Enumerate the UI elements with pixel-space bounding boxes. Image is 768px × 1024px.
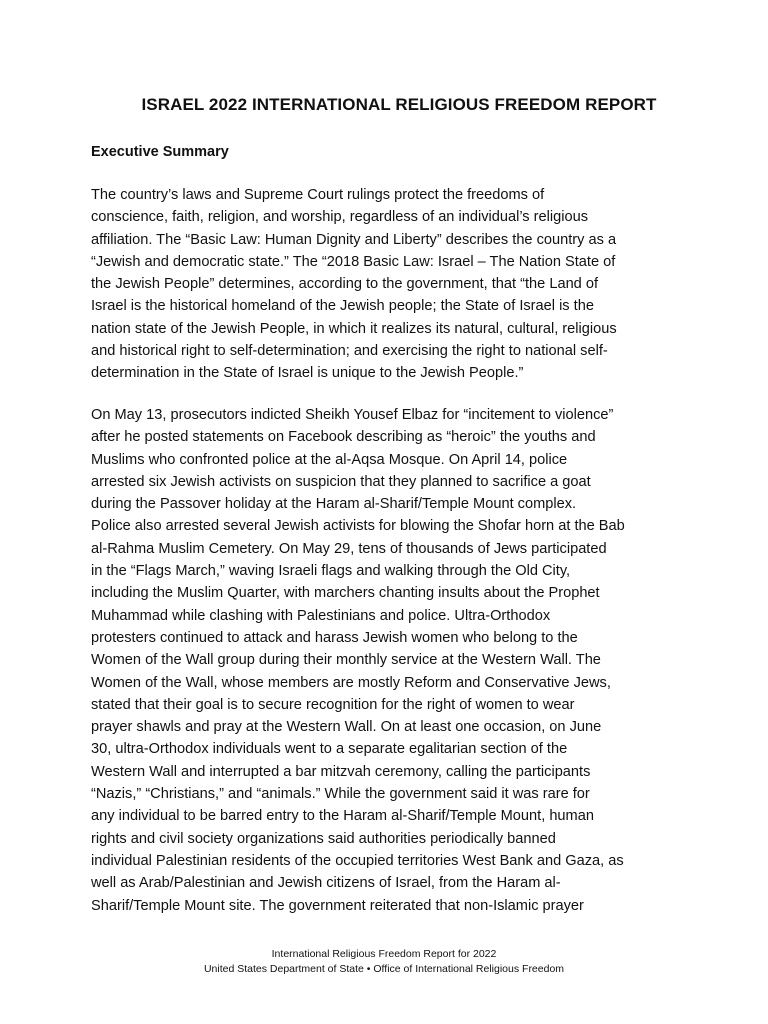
paragraph <box>91 184 677 385</box>
paragraph-line: prayer shawls and pray at the Western Wall. On at least one occasion, on June <box>91 719 602 736</box>
paragraph-line: The country’s laws and Supreme Court rulings protect the freedoms of <box>91 187 545 203</box>
page-footer <box>0 947 768 977</box>
paragraph-line: On May 13, prosecutors indicted Sheikh Yousef Elbaz for “incitement to violence” <box>91 407 614 423</box>
paragraph-line: Muhammad while clashing with Palestinians and police. Ultra-Orthodox <box>91 607 551 624</box>
paragraph-line: the Jewish People” determines, according to the government, that “the Land of <box>91 276 599 293</box>
paragraph <box>91 404 677 917</box>
paragraph-line: conscience, faith, religion, and worship, regardless of an individual’s religious <box>91 209 589 226</box>
footer-department-line: United States Department of State • Office of International Religious Freedom <box>203 963 565 975</box>
paragraph-line: determination in the State of Israel is unique to the Jewish People.” <box>91 365 524 382</box>
paragraph-line: “Nazis,” “Christians,” and “animals.” While the government said it was rare for <box>91 786 590 803</box>
footer-report-line: International Religious Freedom Report for 2022 <box>271 948 497 960</box>
paragraph-line: Muslims who confronted police at the al-Aqsa Mosque. On April 14, police <box>91 451 568 468</box>
paragraph-line: Women of the Wall, whose members are mostly Reform and Conservative Jews, <box>91 674 611 691</box>
paragraph-line: rights and civil society organizations said authorities periodically banned <box>91 830 556 847</box>
paragraph-line: arrested six Jewish activists on suspicion that they planned to sacrifice a goat <box>91 473 591 490</box>
paragraph-line: well as Arab/Palestinian and Jewish citizens of Israel, from the Haram al- <box>91 875 561 892</box>
paragraph-line: any individual to be barred entry to the Haram al-Sharif/Temple Mount, human <box>91 808 594 825</box>
paragraph-line: Women of the Wall group during their monthly service at the Western Wall. The <box>91 652 601 669</box>
paragraph-line: Sharif/Temple Mount site. The government reiterated that non-Islamic prayer <box>91 897 584 914</box>
section-heading: Executive Summary <box>91 144 229 160</box>
paragraph-line: al-Rahma Muslim Cemetery. On May 29, tens of thousands of Jews participated <box>91 540 607 557</box>
paragraph-line: Police also arrested several Jewish activists for blowing the Shofar horn at the Bab <box>91 518 625 535</box>
paragraph-line: Western Wall and interrupted a bar mitzvah ceremony, calling the participants <box>91 763 591 780</box>
paragraph-line: in the “Flags March,” waving Israeli flags and walking through the Old City, <box>91 563 571 580</box>
paragraph-line: after he posted statements on Facebook describing as “heroic” the youths and <box>91 429 596 446</box>
paragraph-line: nation state of the Jewish People, in which it realizes its natural, cultural, religious <box>91 320 617 337</box>
paragraph-line: Israel is the historical homeland of the Jewish people; the State of Israel is the <box>91 298 594 315</box>
paragraph-line: protesters continued to attack and harass Jewish women who belong to the <box>91 629 578 646</box>
paragraph-line: stated that their goal is to secure recognition for the right of women to wear <box>91 696 575 713</box>
paragraph-line: during the Passover holiday at the Haram al-Sharif/Temple Mount complex. <box>91 496 577 513</box>
paragraph-line: including the Muslim Quarter, with marchers chanting insults about the Prophet <box>91 585 600 602</box>
paragraph-line: individual Palestinian residents of the occupied territories West Bank and Gaza, as <box>91 852 624 869</box>
paragraph-line: “Jewish and democratic state.” The “2018 Basic Law: Israel – The Nation State of <box>91 253 616 270</box>
paragraph-line: affiliation. The “Basic Law: Human Dignity and Liberty” describes the country as a <box>91 231 617 248</box>
report-title: ISRAEL 2022 INTERNATIONAL RELIGIOUS FREEDOM REPORT <box>141 95 657 114</box>
paragraph-line: 30, ultra-Orthodox individuals went to a separate egalitarian section of the <box>91 741 568 758</box>
paragraph-line: and historical right to self-determination; and exercising the right to national self- <box>91 343 608 360</box>
